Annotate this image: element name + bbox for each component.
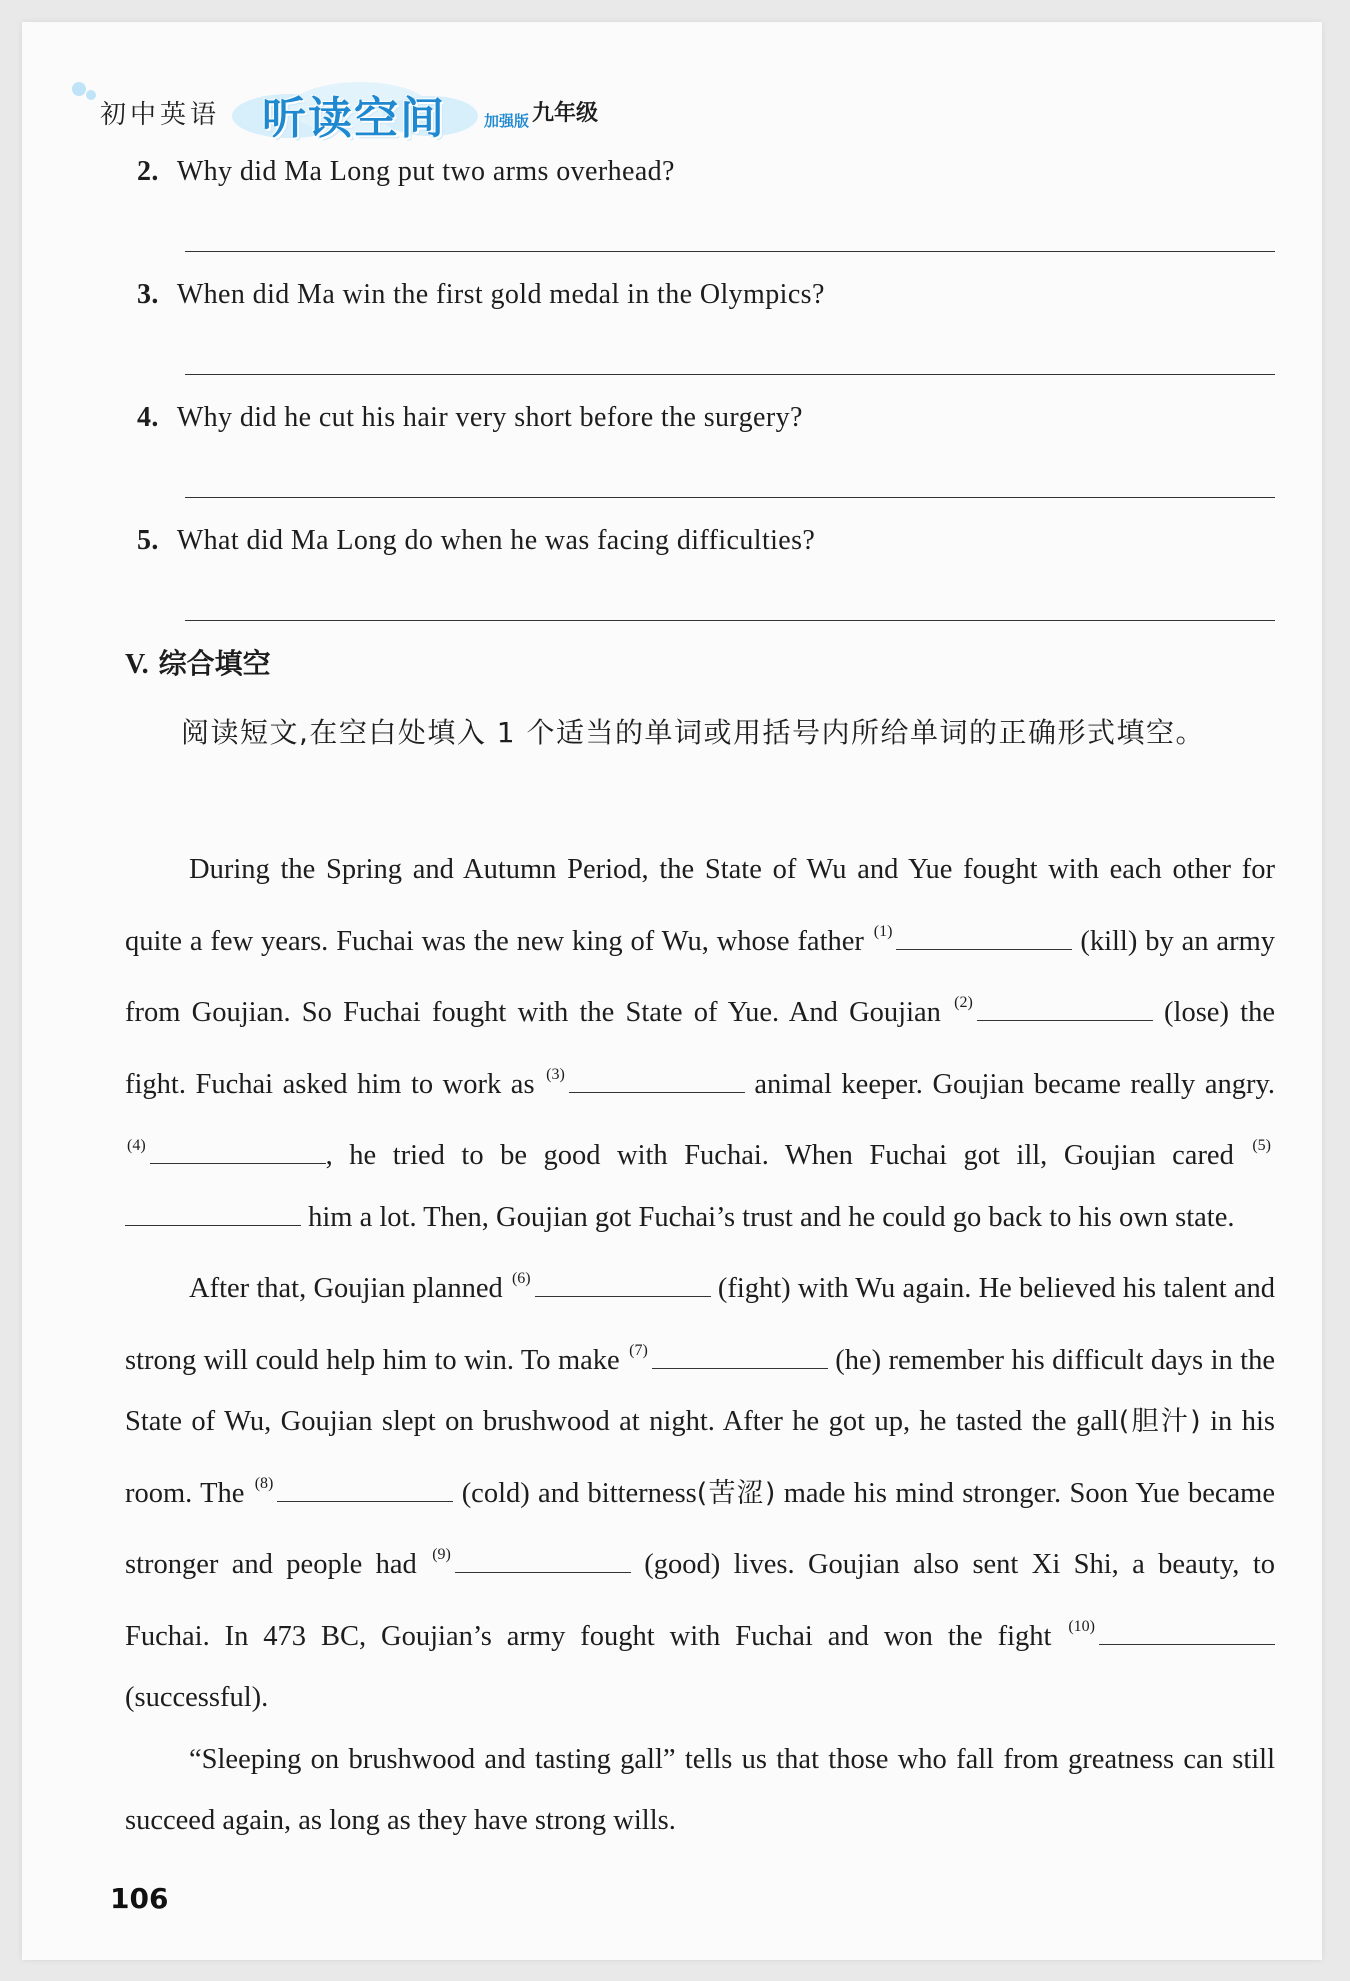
fill-blank-2[interactable] — [977, 998, 1153, 1021]
question-4 — [137, 402, 803, 434]
series-title: 初中英语 — [100, 100, 221, 130]
passage-text: in his room. The — [125, 1406, 1275, 1509]
answer-line[interactable] — [185, 374, 1275, 375]
question-number: 2. — [137, 156, 159, 187]
fill-blank-4[interactable] — [150, 1141, 326, 1164]
passage-text: (kill) by an army from Goujian. So Fuchai fought with the State of Yue. And Goujian — [125, 925, 1275, 1028]
blank-number: (5) — [1252, 1137, 1271, 1154]
workbook-page — [22, 22, 1322, 1960]
fill-blank-7[interactable] — [652, 1346, 828, 1369]
page-number: 106 — [110, 1882, 169, 1915]
question-5 — [137, 525, 815, 557]
passage-text: him a lot. Then, Goujian got Fuchai’s trust and he could go back to his own state. — [301, 1201, 1235, 1233]
reading-passage — [125, 839, 1275, 1852]
blank-number: (1) — [873, 922, 893, 940]
passage-text: (successful). — [125, 1682, 269, 1713]
passage-paragraph-3: “Sleeping on brushwood and tasting gall” tells us that those who fall from greatness can still succeed again, as long as they have strong wills. — [125, 1743, 1275, 1836]
page-header — [72, 78, 632, 144]
section-roman: V. — [125, 649, 149, 680]
fill-blank-1[interactable] — [896, 927, 1072, 950]
question-number: 4. — [137, 402, 159, 433]
passage-text: made his mind stronger. Soon Yue became stronger and people had — [125, 1477, 1275, 1580]
blank-number: (2) — [954, 994, 973, 1011]
passage-paragraph-1 — [125, 839, 1275, 1248]
passage-text: (good) lives. Goujian also sent Xi Shi, a beauty, to Fuchai. In 473 BC, Goujian’s army fought with Fuchai and won the fight — [125, 1549, 1275, 1652]
fill-blank-5[interactable] — [125, 1203, 301, 1226]
question-text: Why did Ma Long put two arms overhead? — [176, 156, 675, 187]
brand-title: 听读空间 — [262, 93, 446, 144]
question-text: When did Ma win the first gold medal in the Olympics? — [176, 279, 825, 310]
question-2 — [137, 156, 675, 188]
answer-line[interactable] — [185, 251, 1275, 252]
passage-text: (cold) and bitterness — [453, 1477, 697, 1509]
blank-number: (8) — [254, 1474, 274, 1492]
passage-text: animal keeper. Goujian became really angry. — [744, 1068, 1276, 1100]
section-title — [125, 642, 271, 682]
section-name: 综合填空 — [158, 647, 271, 680]
fill-blank-8[interactable] — [277, 1479, 453, 1502]
blank-number: (3) — [546, 1065, 565, 1083]
fill-blank-6[interactable] — [535, 1274, 711, 1297]
bubble-icon — [86, 90, 96, 100]
question-number: 3. — [137, 279, 159, 310]
fill-blank-9[interactable] — [455, 1550, 631, 1573]
passage-text: , he tried to be good with Fuchai. When Fuchai got ill, Goujian cared — [325, 1140, 1251, 1171]
question-text: Why did he cut his hair very short before the surgery? — [176, 402, 803, 433]
blank-number: (10) — [1068, 1617, 1095, 1635]
passage-text: During the Spring and Autumn Period, the State of Wu and Yue fought with each other for quite a few years. Fuchai was the new king of Wu, whose father — [125, 854, 1275, 957]
passage-text: (lose) the fight. Fuchai asked him to work as — [125, 997, 1275, 1100]
fill-blank-3[interactable] — [569, 1070, 745, 1093]
section-instructions: 阅读短文,在空白处填入 1 个适当的单词或用括号内所给单词的正确形式填空。 — [181, 716, 1206, 749]
blank-number: (6) — [511, 1270, 531, 1287]
question-text: What did Ma Long do when he was facing difficulties? — [176, 525, 816, 556]
edition-label: 加强版 — [484, 112, 530, 130]
passage-text: (he) remember his difficult days in the State of Wu, Goujian slept on brushwood at night. After he got up, he tasted the gall — [125, 1344, 1275, 1437]
blank-number: (4) — [127, 1137, 146, 1154]
fill-blank-10[interactable] — [1099, 1622, 1275, 1645]
passage-text: (fight) with Wu again. He believed his talent and strong will could help him to win. To make — [125, 1273, 1276, 1376]
blank-number: (9) — [432, 1546, 451, 1563]
passage-paragraph-2 — [125, 1248, 1275, 1729]
bubble-icon — [72, 82, 86, 96]
answer-line[interactable] — [185, 620, 1275, 621]
passage-text: After that, Goujian planned — [189, 1273, 510, 1304]
gloss-bitterness: (苦涩) — [696, 1477, 776, 1509]
question-3 — [137, 279, 825, 311]
grade-label: 九年级 — [532, 101, 599, 126]
gloss-gall: (胆汁) — [1118, 1406, 1201, 1437]
question-number: 5. — [137, 525, 159, 556]
blank-number: (7) — [629, 1341, 648, 1359]
answer-line[interactable] — [185, 497, 1275, 498]
